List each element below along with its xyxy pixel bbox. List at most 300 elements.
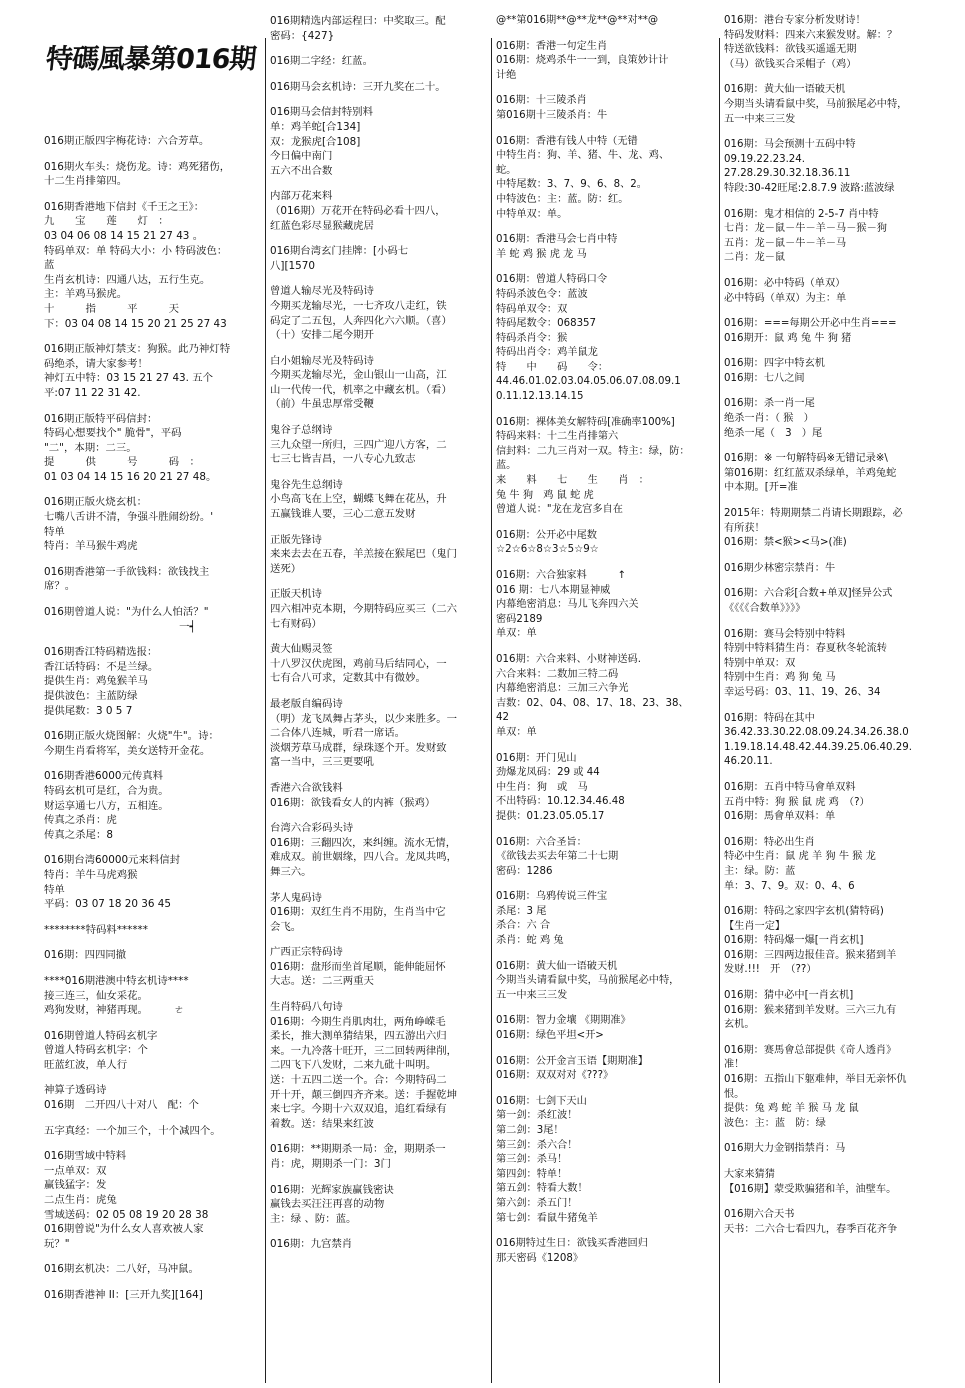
article-line: 今期当头请看鼠中奖，马前猴尾必中特，	[496, 975, 680, 987]
article-block	[724, 781, 946, 825]
article-line: 主：羊鸡马猴虎。	[44, 288, 128, 301]
article-line: 016期马会玄机诗：三开九奖在二十。	[270, 80, 446, 93]
article-line: 七有合八可求，定数其中有微妙。	[270, 672, 426, 685]
column-divider	[719, 38, 720, 1383]
article-line: 蓝	[44, 259, 55, 272]
article-line: 肖：虎，期期杀一门：3门	[270, 1158, 391, 1170]
article-line: 016期香港神 II：[三开九奖][164]	[44, 1289, 203, 1301]
article-line: 09.19.22.23.24.	[724, 153, 806, 165]
article-line: 016期：开门见山	[496, 752, 577, 764]
article-line: 016期曾道人说："为什么人怕活？"	[44, 606, 209, 619]
article-line: 鬼谷子总纲诗	[270, 424, 333, 437]
article-line: 神灯五中特：03 15 21 27 43. 五个	[44, 372, 214, 385]
article-line: 特 中 码 令：	[496, 361, 609, 373]
article-line: 二肖：龙－鼠	[724, 252, 786, 264]
article-line: 内幕绝密消息：马儿飞奔四六关	[496, 599, 639, 611]
article-line: 来来去去在五春，羊羔接在猴尾巴（鬼门	[270, 548, 458, 561]
article-line: （明）龙飞凤舞占茅头，以少来胜多。一	[270, 712, 458, 725]
article-line: 小鸟高飞在上空，蝴蝶飞舞在花丛，升	[270, 493, 447, 506]
article-line: 二点生肖：虎兔	[44, 1194, 117, 1207]
article-line: 016期特过生日：欲钱买香港回归	[496, 1238, 648, 1250]
article-line: 016期：九宫禁肖	[270, 1238, 353, 1251]
article-block	[496, 1055, 718, 1084]
article-line: 一点单双：双	[44, 1164, 107, 1177]
article-block	[44, 160, 262, 189]
article-block	[270, 945, 488, 989]
article-line: 信封料：二九三肖对一双。特主：绿，防：	[496, 445, 690, 457]
article-line: 提 供 号 码 ：	[44, 456, 200, 469]
article-line: 016期：马会预测十五码中特	[724, 139, 856, 151]
article-line: 七三七皆吉昌，一八专心九致志	[270, 453, 416, 466]
article-line: 016期：五肖中特马會单双料	[724, 781, 856, 793]
article-line: 特码杀波色令：蓝波	[496, 288, 588, 300]
article-line: 第二剑：3尾！	[496, 1125, 564, 1136]
article-line: 来。一九冷落十旺开，三二回转两律削，	[270, 1044, 458, 1057]
article-line: 016期正版神灯禁支：狗猴。此乃神灯特	[44, 343, 231, 356]
article-line: 016期：六合来料、小财神送码.	[496, 653, 641, 665]
article-line: 双：龙猴虎[合108]	[270, 135, 361, 148]
article-line: （马）欲钱买合采帽子（鸡）	[724, 58, 857, 70]
article-line: 016期正版火烧玄机：	[44, 496, 147, 509]
article-line: 016期开：鼠 鸡 兔 牛 狗 猪	[724, 332, 852, 344]
article-line: 特肖：羊马猴牛鸡虎	[44, 540, 138, 553]
article-line: 主：绿。防：蓝	[724, 865, 796, 877]
article-line: 平码：03 07 18 20 36 45	[44, 898, 172, 911]
article-line: 特码来料：十二生肖排第六	[496, 431, 619, 443]
article-block	[724, 277, 946, 306]
article-line: 五六不出合数	[270, 164, 333, 177]
article-line: 016期六合天书	[724, 1209, 795, 1221]
article-line: 单双：单	[496, 726, 537, 738]
article-line: 十八罗汉伏虎图，鸡前马后结同心，一	[270, 657, 447, 670]
article-line: 第016期十三陵杀肖：牛	[496, 109, 608, 121]
article-line: 一┥	[44, 620, 196, 633]
article-line: 来 料 七 生 肖 ：	[496, 475, 649, 487]
article-line: 中本期。[开=准	[724, 482, 798, 494]
article-line: 计绝	[496, 69, 517, 81]
article-block	[270, 533, 488, 577]
article-line: 特码单双：单 特码大小：小 特码波色：	[44, 244, 228, 257]
article-line: 016期：公开必中尾数	[496, 529, 597, 541]
article-block	[44, 134, 262, 149]
article-line: 茅人鬼码诗	[270, 891, 322, 904]
article-line: 016期 二开四八十对八 配：个	[44, 1099, 199, 1112]
article-block	[496, 752, 718, 825]
article-block	[724, 1168, 946, 1197]
article-line: 特码杀肖令：猴	[496, 332, 568, 344]
article-line: 特别中生肖：鸡 狗 兔 马	[724, 672, 836, 684]
article-line: ****016期港澳中特玄机诗****	[44, 974, 189, 987]
article-line: 016期：馬會单双料：单	[724, 811, 836, 823]
article-line: 五赢钱谁人要，三心二意五发财	[270, 508, 416, 521]
article-block	[724, 628, 946, 701]
article-line: 016期：裸体美女解特码[准确率100%]	[496, 416, 675, 428]
article-block	[270, 891, 488, 935]
article-line: 特肖：羊牛马虎鸡猴	[44, 868, 138, 881]
article-line: 016期：六合彩[合数+单双]怪异公式	[724, 588, 893, 600]
article-line: 特码发财料：四来六来猴发财。解：？	[724, 29, 898, 41]
article-line: 第五剑：特看大数！	[496, 1183, 588, 1195]
article-line: 016期：十三陵杀肖	[496, 95, 587, 107]
article-line: 传真之杀尾：8	[44, 828, 113, 841]
article-block	[44, 923, 262, 938]
article-block	[496, 1014, 718, 1043]
article-line: 01 03 04 14 15 16 20 21 27 48。	[44, 470, 217, 483]
article-line: 五一中来三三发	[496, 989, 568, 1001]
article-line: 六合来料：二数加三特二码	[496, 668, 619, 680]
article-block	[724, 83, 946, 127]
article-block	[44, 853, 262, 911]
article-line: 柔长，推大测单猜结果，四五游出六归	[270, 1030, 447, 1043]
article-line: 016期曾道人特码玄机字	[44, 1029, 158, 1042]
article-line: 016期：特码在其中	[724, 712, 815, 724]
article-line: 开十开，颠三倒四齐齐来。送：手握乾坤	[270, 1088, 458, 1101]
article-block	[270, 642, 488, 686]
article-line: 富一当中，三三更要吼	[270, 756, 374, 769]
article-block	[496, 653, 718, 741]
article-line: 特别中特料猜生肖：春夏秋冬轮流转	[724, 643, 887, 655]
article-line: 生肖玄机诗：四通八达，五行生克。	[44, 273, 211, 286]
article-line: 016期：港台专家分析发财诗！	[724, 15, 866, 26]
article-block	[724, 138, 946, 196]
article-block	[270, 354, 488, 412]
article-line: 大志。送：二三两重天	[270, 975, 374, 988]
article-line: 必中特码（单双）为主：单	[724, 292, 847, 304]
article-line: 016期：特码之家四字玄机(猜特码)	[724, 906, 884, 918]
article-line: 发财.!!! 开 （??）	[724, 964, 817, 976]
article-line: 四六相冲克本期，今期特码应买三（二六	[270, 603, 458, 615]
article-block	[496, 1237, 718, 1266]
article-line: 绝杀一尾（ 3 ）尾	[724, 427, 823, 439]
article-block	[270, 781, 488, 810]
article-line: 第一剑：杀红波！	[496, 1110, 578, 1122]
article-line: 雪域送码：02 05 08 19 20 28 38	[44, 1208, 209, 1221]
article-line: 第六剑：杀五门！	[496, 1197, 578, 1209]
article-line: 016期：双双对对《???》	[496, 1070, 614, 1082]
article-line: 016期正版特平码信封：	[44, 412, 158, 425]
article-line: （016期）万花开在特码必看十四八，	[270, 204, 446, 217]
article-line: 016期香江特码精选报：	[44, 646, 158, 659]
article-block	[270, 1000, 488, 1131]
article-block	[44, 769, 262, 842]
article-line: 016期：猜中必中[一肖玄机]	[724, 990, 854, 1002]
article-line: 016期香港第一手欲钱料：欲钱找主	[44, 565, 210, 578]
article-line: 016期：六合独家料 ↑	[496, 570, 626, 581]
article-line: 016期：六合圣旨：	[496, 836, 587, 848]
article-line: 44.46.01.02.03.04.05.06.07.08.09.1	[496, 376, 681, 388]
article-line: 016期：===每期公开必中生肖===	[724, 318, 897, 330]
article-block	[724, 712, 946, 770]
article-block	[44, 1262, 262, 1277]
article-line: 羊 蛇 鸡 猴 虎 龙 马	[496, 248, 587, 260]
article-line: 今期买龙输尽光，一七齐攻八走红，铁	[270, 299, 447, 312]
article-line: 大家来猜猜	[724, 1169, 775, 1180]
article-line: 五字真经：一个加三个，十个减四个。	[44, 1124, 221, 1137]
article-block	[270, 587, 488, 631]
article-line: 016期香港6000元传真料	[44, 770, 164, 783]
article-line: 特码单双令：双	[496, 303, 568, 315]
page-title: 特碼風暴第016期	[44, 44, 258, 75]
column-1-body	[44, 134, 262, 1303]
article-line: 黄大仙赐灵签	[270, 643, 333, 656]
article-block	[496, 1095, 718, 1226]
article-line: 密码：1286	[496, 865, 553, 877]
article-line: 第三剑：杀六合！	[496, 1139, 578, 1151]
article-block	[724, 1208, 946, 1237]
article-line: 广西正宗特码诗	[270, 946, 343, 959]
article-line: 七有财码）	[270, 617, 322, 630]
article-block	[44, 729, 262, 758]
article-line: 九 宝 莲 灯 ：	[44, 215, 169, 228]
article-line: 财运享通七八方，五相连。	[44, 799, 169, 812]
article-line: 016期：烧鸡杀牛一一到，良策妙计计	[496, 55, 669, 67]
article-block	[496, 233, 718, 262]
article-line: 单：3、7、9。双：0、4、6	[724, 880, 855, 892]
article-line: 主：绿 、防：蓝。	[270, 1212, 357, 1225]
article-line: 来七字。今期十六双双追，追红看绿有	[270, 1103, 447, 1116]
article-block	[496, 416, 718, 518]
article-line: 特码出肖令：鸡羊鼠龙	[496, 347, 598, 359]
article-line: 特单	[44, 883, 65, 896]
article-line: 016期：曾道人特码口令	[496, 274, 608, 286]
article-line: 016期：黄大仙一语破天机	[724, 84, 846, 96]
article-line: 香港六合欲钱料	[270, 781, 343, 794]
article-line: 七嘴八舌讲不清，争强斗胜闹纷纷。'	[44, 511, 214, 524]
article-block	[270, 14, 488, 43]
article-line: 016期：鬼才相信的 2-5-7 肖中特	[724, 208, 879, 220]
article-line: 016期：绿色平坦<开>	[496, 1030, 604, 1042]
article-line: 016期正版四字梅花诗：六合芳草。	[44, 135, 210, 147]
article-block	[496, 890, 718, 948]
article-line: 016期：四四同撤	[44, 949, 127, 962]
article-block	[270, 1237, 488, 1252]
article-line: 舞三六。	[270, 865, 312, 878]
article-block	[496, 14, 718, 29]
article-line: 《《《《合数单》》》》	[724, 603, 806, 614]
article-line: 八][1570	[270, 259, 315, 272]
article-block	[44, 565, 262, 594]
article-block	[44, 1029, 262, 1073]
article-line: 特段:30-42旺尾:2.8.7.9 波路:蓝波绿	[724, 182, 895, 194]
article-line: 特码玄机可是红，合为贵。	[44, 784, 169, 797]
article-block	[724, 208, 946, 266]
article-block	[270, 478, 488, 522]
article-block	[270, 284, 488, 342]
article-line: 天书：二六合七看四九，春季百花齐争	[724, 1223, 898, 1235]
article-line: 特码心想要找个" 脆骨"，平码	[44, 427, 182, 440]
article-line: 今期生肖看将军，美女送特开金花。	[44, 744, 211, 757]
article-line: 红蓝色彩尽显猴藏虎居	[270, 219, 374, 232]
article-line: 席？。	[44, 580, 76, 593]
article-line: 46.20.11.	[724, 756, 773, 768]
article-line: 016期：黄大仙一语破天机	[496, 960, 618, 972]
article-line: 1.19.18.14.48.42.44.39.25.06.40.29.	[724, 741, 912, 753]
article-line: 特必中生肖：鼠 虎 羊 狗 牛 猴 龙	[724, 851, 876, 863]
article-line: 今期当头请看鼠中奖，马前猴尾必中特，	[724, 98, 908, 110]
article-block	[270, 821, 488, 879]
article-block	[496, 94, 718, 123]
article-block	[724, 989, 946, 1033]
article-line: 内幕绝密消息：三加三六争光	[496, 683, 629, 695]
article-line: 鸡狗发财，神猪再现。 ㄜ	[44, 1004, 185, 1017]
article-block	[496, 40, 718, 84]
article-line: 有所获！	[724, 522, 765, 534]
article-line: 中特波色：主：蓝。防：红。	[496, 193, 629, 205]
article-line: 今日偏中南门	[270, 150, 333, 163]
article-block	[270, 423, 488, 467]
article-block	[44, 948, 262, 963]
article-block	[724, 452, 946, 496]
article-line: 016期少林密宗禁肖：牛	[724, 562, 836, 574]
article-line: 香江话特码：不是兰绿。	[44, 660, 159, 673]
article-line: 中生肖：狗 或 马	[496, 781, 588, 793]
column-4-body	[724, 14, 946, 1237]
article-line: 兔 牛 狗 鸡 鼠 蛇 虎	[496, 489, 594, 501]
article-line: 着数。送：结果来红波	[270, 1117, 374, 1130]
column-2	[270, 14, 488, 1380]
article-block	[496, 273, 718, 404]
article-line: 016期：香港有钱人中特（无错	[496, 135, 638, 147]
article-line: 送死）	[270, 562, 302, 575]
article-line: 016期：欲钱看女人的内裤（猴鸡）	[270, 796, 436, 809]
article-block	[270, 105, 488, 178]
article-line: 今期买龙输尽光，金山银山一山高，江	[270, 369, 447, 382]
article-line: 016期玄机决：二八好，马冲鼠。	[44, 1263, 199, 1276]
article-block	[44, 645, 262, 718]
article-line: 五一中来三三发	[724, 113, 796, 125]
article-block	[724, 14, 946, 72]
article-line: 五肖：龙－鼠－牛－羊－马	[724, 237, 847, 249]
article-line: 016期香港地下信封《千王之王》：	[44, 200, 205, 213]
article-line: 016 期：七八本期显神威	[496, 584, 611, 596]
article-line: 杀尾：3 尾	[496, 905, 547, 917]
article-line: 016期火车头：烧伤龙。诗：鸡死猪伤，	[44, 160, 231, 173]
article-line: 016期台湾玄门挂牌：[小码七	[270, 245, 409, 258]
article-line: 016期：双红生肖不用防，生肖当中它	[270, 906, 446, 919]
article-line: ☆2☆6☆8☆3☆5☆9☆	[496, 544, 599, 556]
article-line: 赢钱猛字：发	[44, 1179, 107, 1192]
article-line: ********特码料******	[44, 923, 148, 936]
article-block	[496, 135, 718, 223]
article-line: 提供尾数：3 0 5 7	[44, 704, 133, 717]
article-line: 016期：盘形而坐首尾顺，能伸能屈怀	[270, 960, 446, 973]
article-line: 正版先锋诗	[270, 533, 322, 546]
article-block	[44, 495, 262, 553]
article-line: 波色：主：蓝 防：绿	[724, 1117, 826, 1129]
article-line: 特别中单双：双	[724, 657, 796, 669]
article-line: 蓝。	[496, 460, 517, 472]
article-line: 特送欲钱料：欲钱买遥遥无期	[724, 44, 857, 56]
article-line: 平:07 11 22 31 42.	[44, 386, 141, 399]
article-line: 难成双。前世姻缘，四八合。龙凤共鸣，	[270, 851, 458, 864]
article-line: 三九众望一所归，三四广迎八方客，二	[270, 438, 447, 451]
article-block	[44, 974, 262, 1018]
article-line: 送：十五四二送一个。合：今期特码二	[270, 1074, 447, 1087]
article-line: 提供波色：主蓝防绿	[44, 690, 138, 702]
article-line: 016期：香港马会七肖中特	[496, 234, 618, 246]
article-line: 中特单双：单。	[496, 208, 568, 220]
article-line: 016期：七剑下天山	[496, 1095, 587, 1107]
article-block	[496, 836, 718, 880]
article-line: 内部万花来料	[270, 190, 333, 203]
article-line: 《欲钱去买去年第二十七期	[496, 851, 619, 863]
article-block	[44, 1083, 262, 1112]
article-line: 27.28.29.30.32.18.36.11	[724, 168, 851, 180]
article-block	[270, 697, 488, 770]
article-line: 那天密码《1208》	[496, 1252, 584, 1264]
column-3	[496, 14, 718, 1380]
article-line: 杀肖：蛇 鸡 兔	[496, 935, 564, 947]
article-line: 特码尾数令：068357	[496, 318, 597, 330]
article-block	[270, 54, 488, 69]
article-line: 绝杀一肖：（ 猴 ）	[724, 413, 814, 425]
article-line: 五肖中特：狗 猴 鼠 虎 鸡 （?）	[724, 796, 870, 808]
article-line: 十 指 平 天	[44, 302, 180, 315]
article-line: 第四剑：特单！	[496, 1168, 568, 1180]
article-line: 劲爆龙凤码：29 或 44	[496, 767, 600, 779]
article-line: 七肖：龙－鼠－牛－羊－马－猴－狗	[724, 223, 887, 235]
article-line: 码定了二五包，人奔四化六六顺。（喜）	[270, 314, 452, 327]
article-line: 曾道人说："龙在龙宫多自在	[496, 504, 623, 516]
article-line: 提供：兔 鸡 蛇 羊 猴 马 龙 鼠	[724, 1103, 859, 1115]
article-line: 蛇。	[496, 164, 517, 176]
article-line: 016期：禁<猴><马>(准)	[724, 537, 847, 549]
article-block	[724, 905, 946, 978]
article-line: 传真之杀肖：虎	[44, 814, 117, 827]
article-line: 016期正版火烧图解：火烧"牛"。诗：	[44, 730, 219, 743]
column-3-body	[496, 14, 718, 1266]
article-line: 016期：乌鸦传说三件宝	[496, 891, 608, 903]
article-line: 淡烟芳草马成群，绿珠逐个开。发财致	[270, 741, 447, 754]
article-line: 016期：※ 一句解特码※无错记录※\	[724, 453, 888, 465]
article-line: 赢钱去买汪汪再喜的动物	[270, 1198, 385, 1211]
article-line: 第016期：红红蓝双杀绿单，羊鸡兔蛇	[724, 467, 897, 479]
article-line: 016期雪域中特料	[44, 1150, 127, 1163]
article-block	[44, 342, 262, 400]
article-line: 二合体八连城，听君一席话。	[270, 727, 406, 740]
article-line: 016期：三四两边报佳音。猴来猪到羊	[724, 949, 897, 961]
article-block	[496, 529, 718, 558]
article-block	[496, 960, 718, 1004]
article-block	[270, 80, 488, 95]
article-line: 016期：必中特码（单双）	[724, 277, 846, 289]
article-block	[724, 1044, 946, 1132]
article-line: 神算子透码诗	[44, 1084, 107, 1097]
article-block	[44, 1149, 262, 1251]
article-line: 曾道人特码玄机字：个	[44, 1044, 148, 1057]
article-line: 玩？"	[44, 1237, 70, 1250]
article-line: 016期：四字中特玄机	[724, 358, 825, 370]
article-line: 旺蓝红波，单人行	[44, 1058, 128, 1071]
column-divider	[265, 38, 266, 1383]
article-line: 016期曾说"为什么女人喜欢被人家	[44, 1223, 204, 1236]
article-line: 密码：{427}	[270, 29, 335, 42]
article-block	[44, 1288, 262, 1303]
article-line: 016期：今期生肖肌肉壮，两角峥嵘毛	[270, 1015, 446, 1028]
article-line: 单双：单	[496, 628, 537, 640]
article-line: 016期：光辉家族赢钱密诀	[270, 1183, 394, 1196]
article-line: 正版天机诗	[270, 588, 322, 601]
article-block	[270, 1142, 488, 1171]
article-line: 016期马会信封特别料	[270, 106, 373, 119]
article-line: 码绝杀，请大家参考！	[44, 357, 148, 370]
article-line: 密码2189	[496, 613, 543, 625]
article-line: 016期：香港一句定生肖	[496, 40, 608, 52]
article-block	[724, 562, 946, 577]
article-line: （前）牛虽忠厚常受鞭	[270, 398, 374, 411]
article-block	[44, 605, 262, 634]
article-block	[724, 507, 946, 551]
